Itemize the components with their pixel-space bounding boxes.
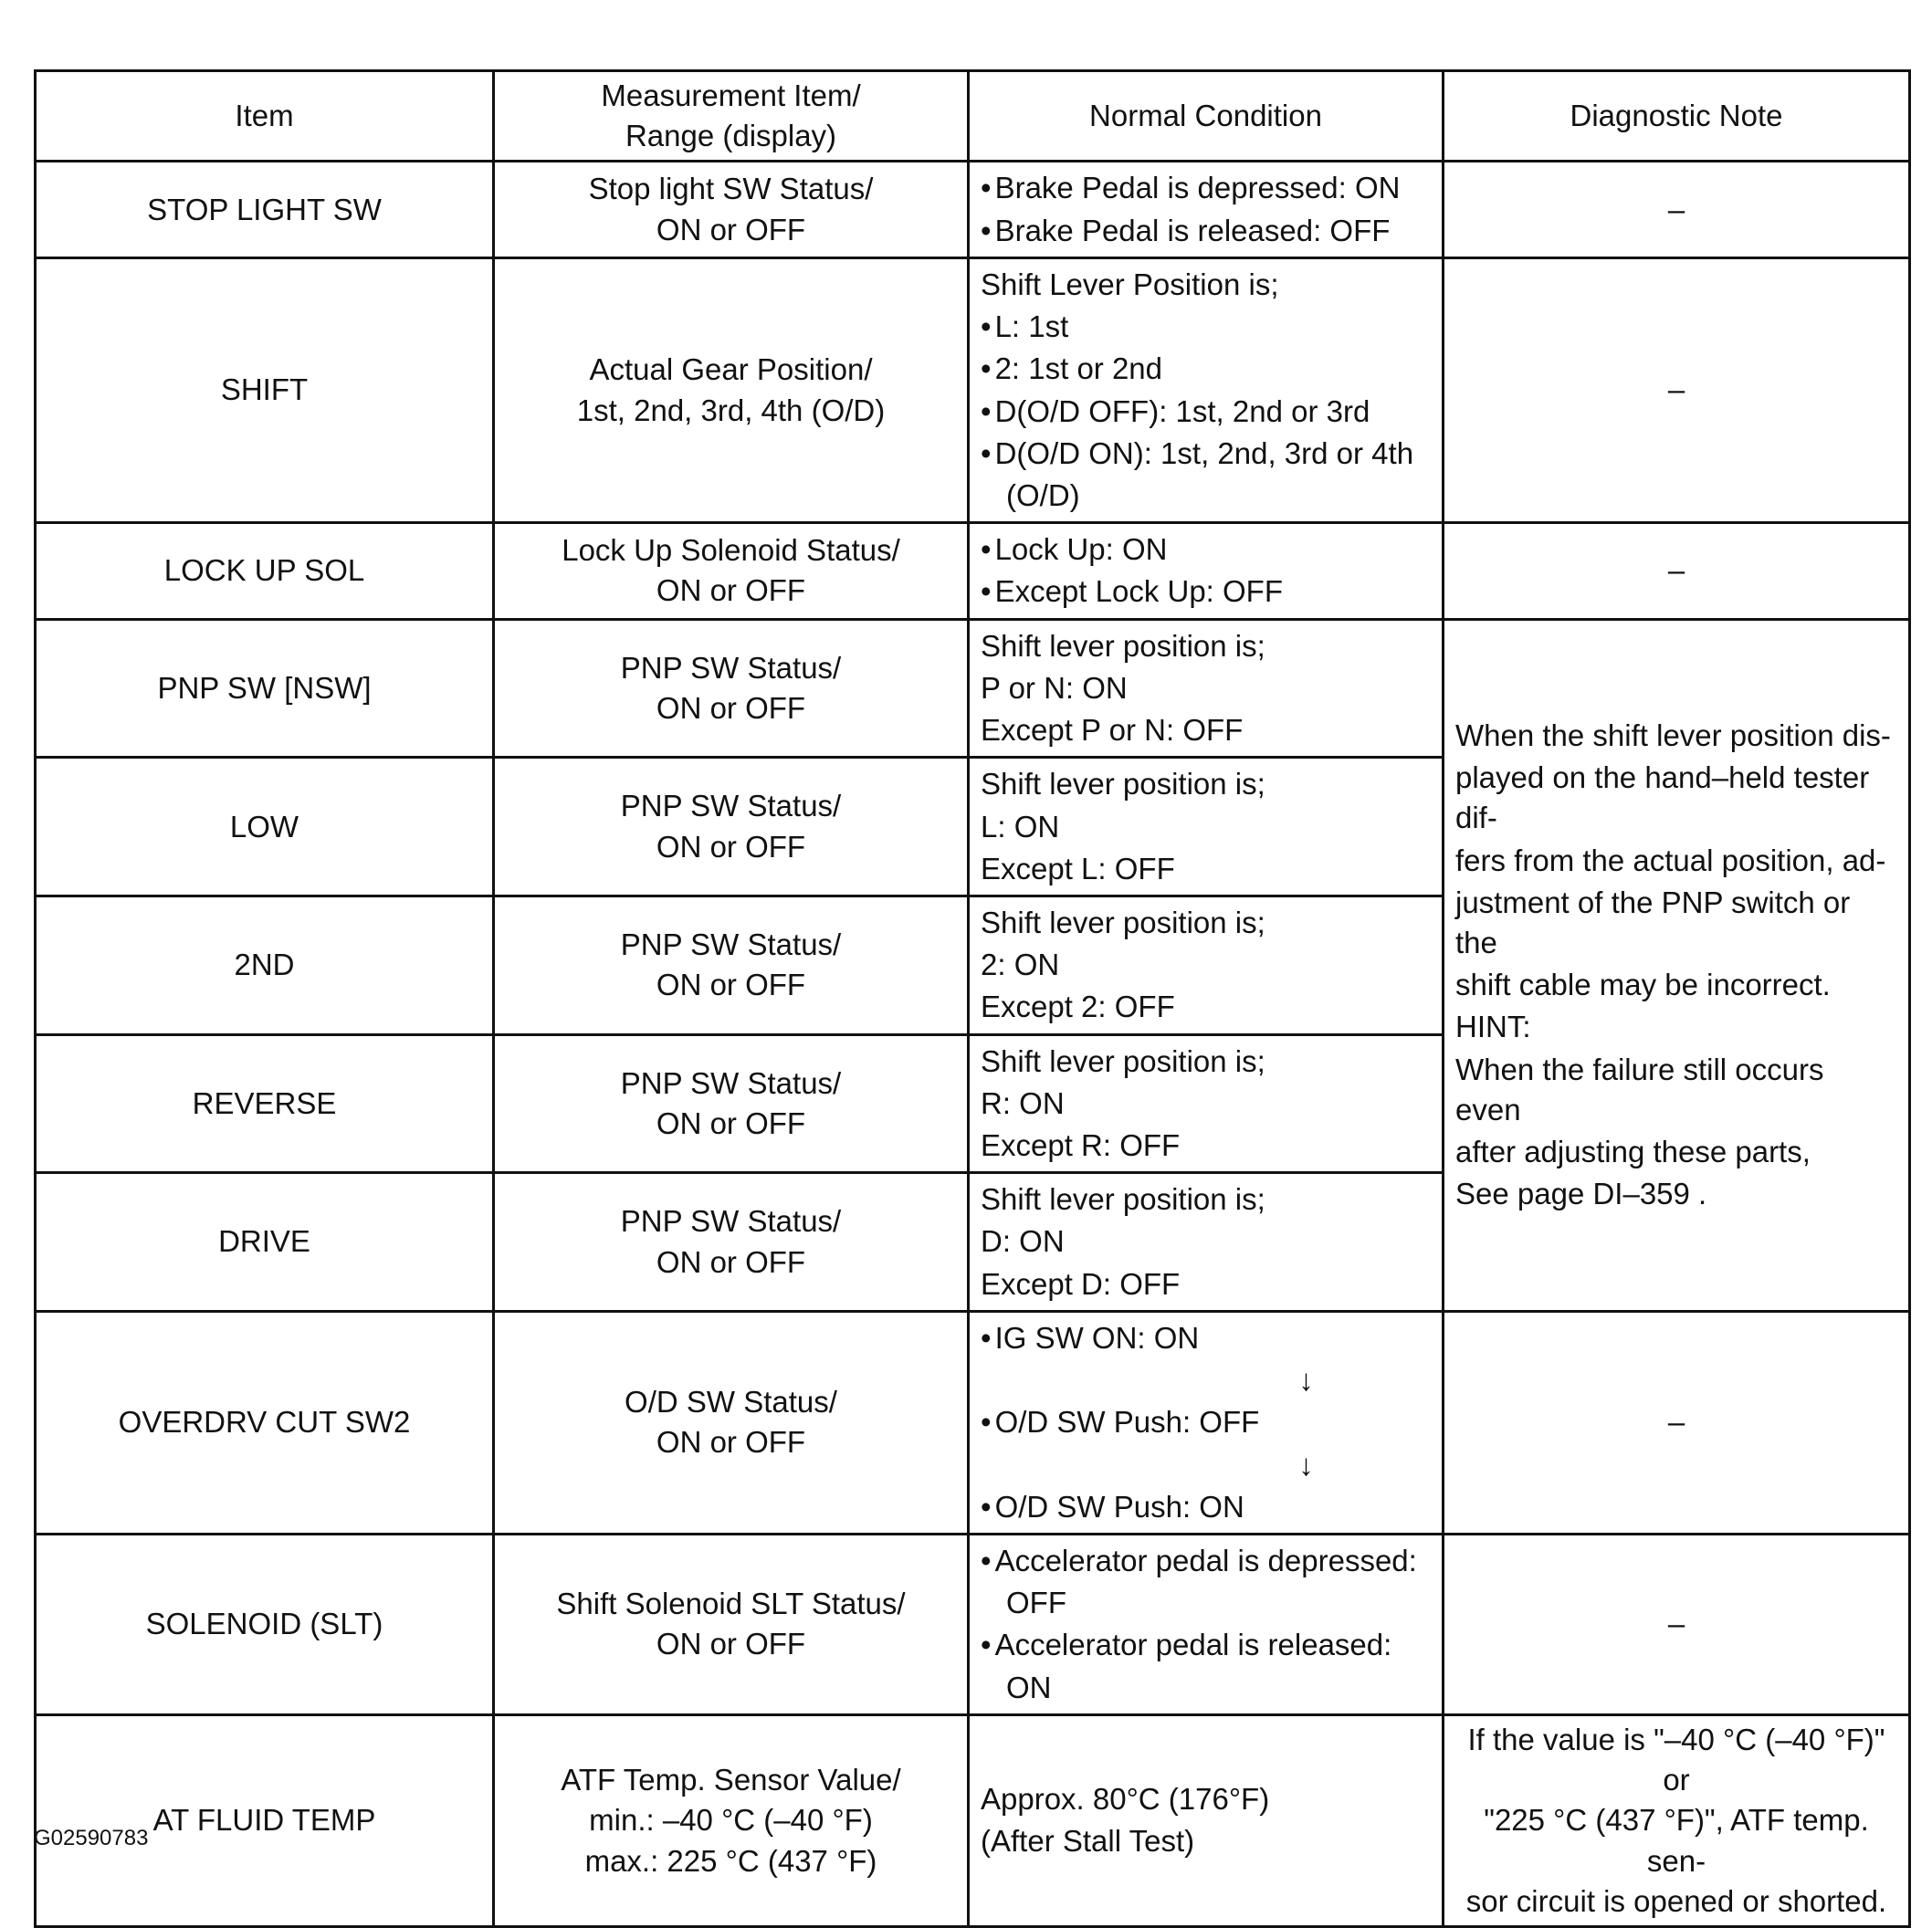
- down-arrow-icon: ↓: [1298, 1363, 1314, 1398]
- data-list-table: [34, 69, 1911, 1928]
- normal-condition-cell: Shift lever position is; 2: ON Except 2: OFF: [969, 896, 1444, 1034]
- table-row: [36, 162, 1910, 257]
- figure-code: G02590783: [34, 1826, 149, 1850]
- range-cell: PNP SW Status/ ON or OFF: [494, 1034, 969, 1173]
- range-cell: PNP SW Status/ ON or OFF: [494, 896, 969, 1034]
- header-item: Item: [36, 71, 494, 162]
- table-row: [36, 523, 1910, 619]
- table-row: [36, 1311, 1910, 1534]
- diagnostic-note-cell: –: [1444, 1311, 1910, 1534]
- normal-condition-cell: • Lock Up: ON • Except Lock Up: OFF: [969, 523, 1444, 619]
- header-row: [36, 71, 1910, 162]
- range-cell: Stop light SW Status/ ON or OFF: [494, 162, 969, 257]
- item-cell: OVERDRV CUT SW2: [36, 1311, 494, 1534]
- diagnostic-note-cell: –: [1444, 523, 1910, 619]
- normal-condition-cell: Shift Lever Position is; • L: 1st • 2: 1st or 2nd • D(O/D OFF): 1st, 2nd or 3rd • D(O/D ON): 1st, 2nd, 3rd or 4th (O/D): [969, 257, 1444, 522]
- item-cell: PNP SW [NSW]: [36, 619, 494, 758]
- pnp-diagnostic-note-cell: When the shift lever position dis- played on the hand–held tester dif- fers from the actual position, ad- justment of the PNP switch or the shift cable may be incorrect. HINT: When the failure still occurs even after adjusting these parts, See page DI–359 .: [1444, 619, 1910, 1311]
- header-diagnostic-note: Diagnostic Note: [1444, 71, 1910, 162]
- header-measurement-range: Measurement Item/ Range (display): [494, 71, 969, 162]
- item-cell: SOLENOID (SLT): [36, 1535, 494, 1715]
- diagnostic-note-cell: –: [1444, 1535, 1910, 1715]
- range-cell: PNP SW Status/ ON or OFF: [494, 619, 969, 758]
- normal-condition-cell: Shift lever position is; R: ON Except R: OFF: [969, 1034, 1444, 1173]
- item-cell: STOP LIGHT SW: [36, 162, 494, 257]
- table-row: [36, 257, 1910, 522]
- item-cell: LOW: [36, 758, 494, 896]
- range-cell: PNP SW Status/ ON or OFF: [494, 758, 969, 896]
- item-cell: 2ND: [36, 896, 494, 1034]
- diagnostic-note-cell: –: [1444, 162, 1910, 257]
- table-row: [36, 1535, 1910, 1715]
- range-cell: Shift Solenoid SLT Status/ ON or OFF: [494, 1535, 969, 1715]
- normal-condition-cell: Shift lever position is; P or N: ON Except P or N: OFF: [969, 619, 1444, 758]
- diagnostic-note-cell: If the value is "–40 °C (–40 °F)" or "225 °C (437 °F)", ATF temp. sen- sor circuit is opened or shorted.: [1444, 1714, 1910, 1926]
- normal-condition-cell: • Brake Pedal is depressed: ON • Brake Pedal is released: OFF: [969, 162, 1444, 257]
- item-cell: LOCK UP SOL: [36, 523, 494, 619]
- item-cell: SHIFT: [36, 257, 494, 522]
- item-cell: REVERSE: [36, 1034, 494, 1173]
- range-cell: Actual Gear Position/ 1st, 2nd, 3rd, 4th (O/D): [494, 257, 969, 522]
- down-arrow-icon: ↓: [1298, 1447, 1314, 1482]
- diagnostic-note-cell: –: [1444, 257, 1910, 522]
- normal-condition-cell: Shift lever position is; D: ON Except D: OFF: [969, 1173, 1444, 1312]
- range-cell: ATF Temp. Sensor Value/ min.: –40 °C (–40 °F) max.: 225 °C (437 °F): [494, 1714, 969, 1926]
- normal-condition-cell: • IG SW ON: ON ↓ • O/D SW Push: OFF ↓ • O/D SW Push: ON: [969, 1311, 1444, 1534]
- range-cell: O/D SW Status/ ON or OFF: [494, 1311, 969, 1534]
- range-cell: PNP SW Status/ ON or OFF: [494, 1173, 969, 1312]
- table-row: [36, 1714, 1910, 1926]
- table-row: [36, 619, 1910, 758]
- normal-condition-cell: Approx. 80°C (176°F) (After Stall Test): [969, 1714, 1444, 1926]
- normal-condition-cell: • Accelerator pedal is depressed: OFF • Accelerator pedal is released: ON: [969, 1535, 1444, 1715]
- range-cell: Lock Up Solenoid Status/ ON or OFF: [494, 523, 969, 619]
- header-normal-condition: Normal Condition: [969, 71, 1444, 162]
- item-cell: DRIVE: [36, 1173, 494, 1312]
- normal-condition-cell: Shift lever position is; L: ON Except L: OFF: [969, 758, 1444, 896]
- item-cell: AT FLUID TEMP: [36, 1714, 494, 1926]
